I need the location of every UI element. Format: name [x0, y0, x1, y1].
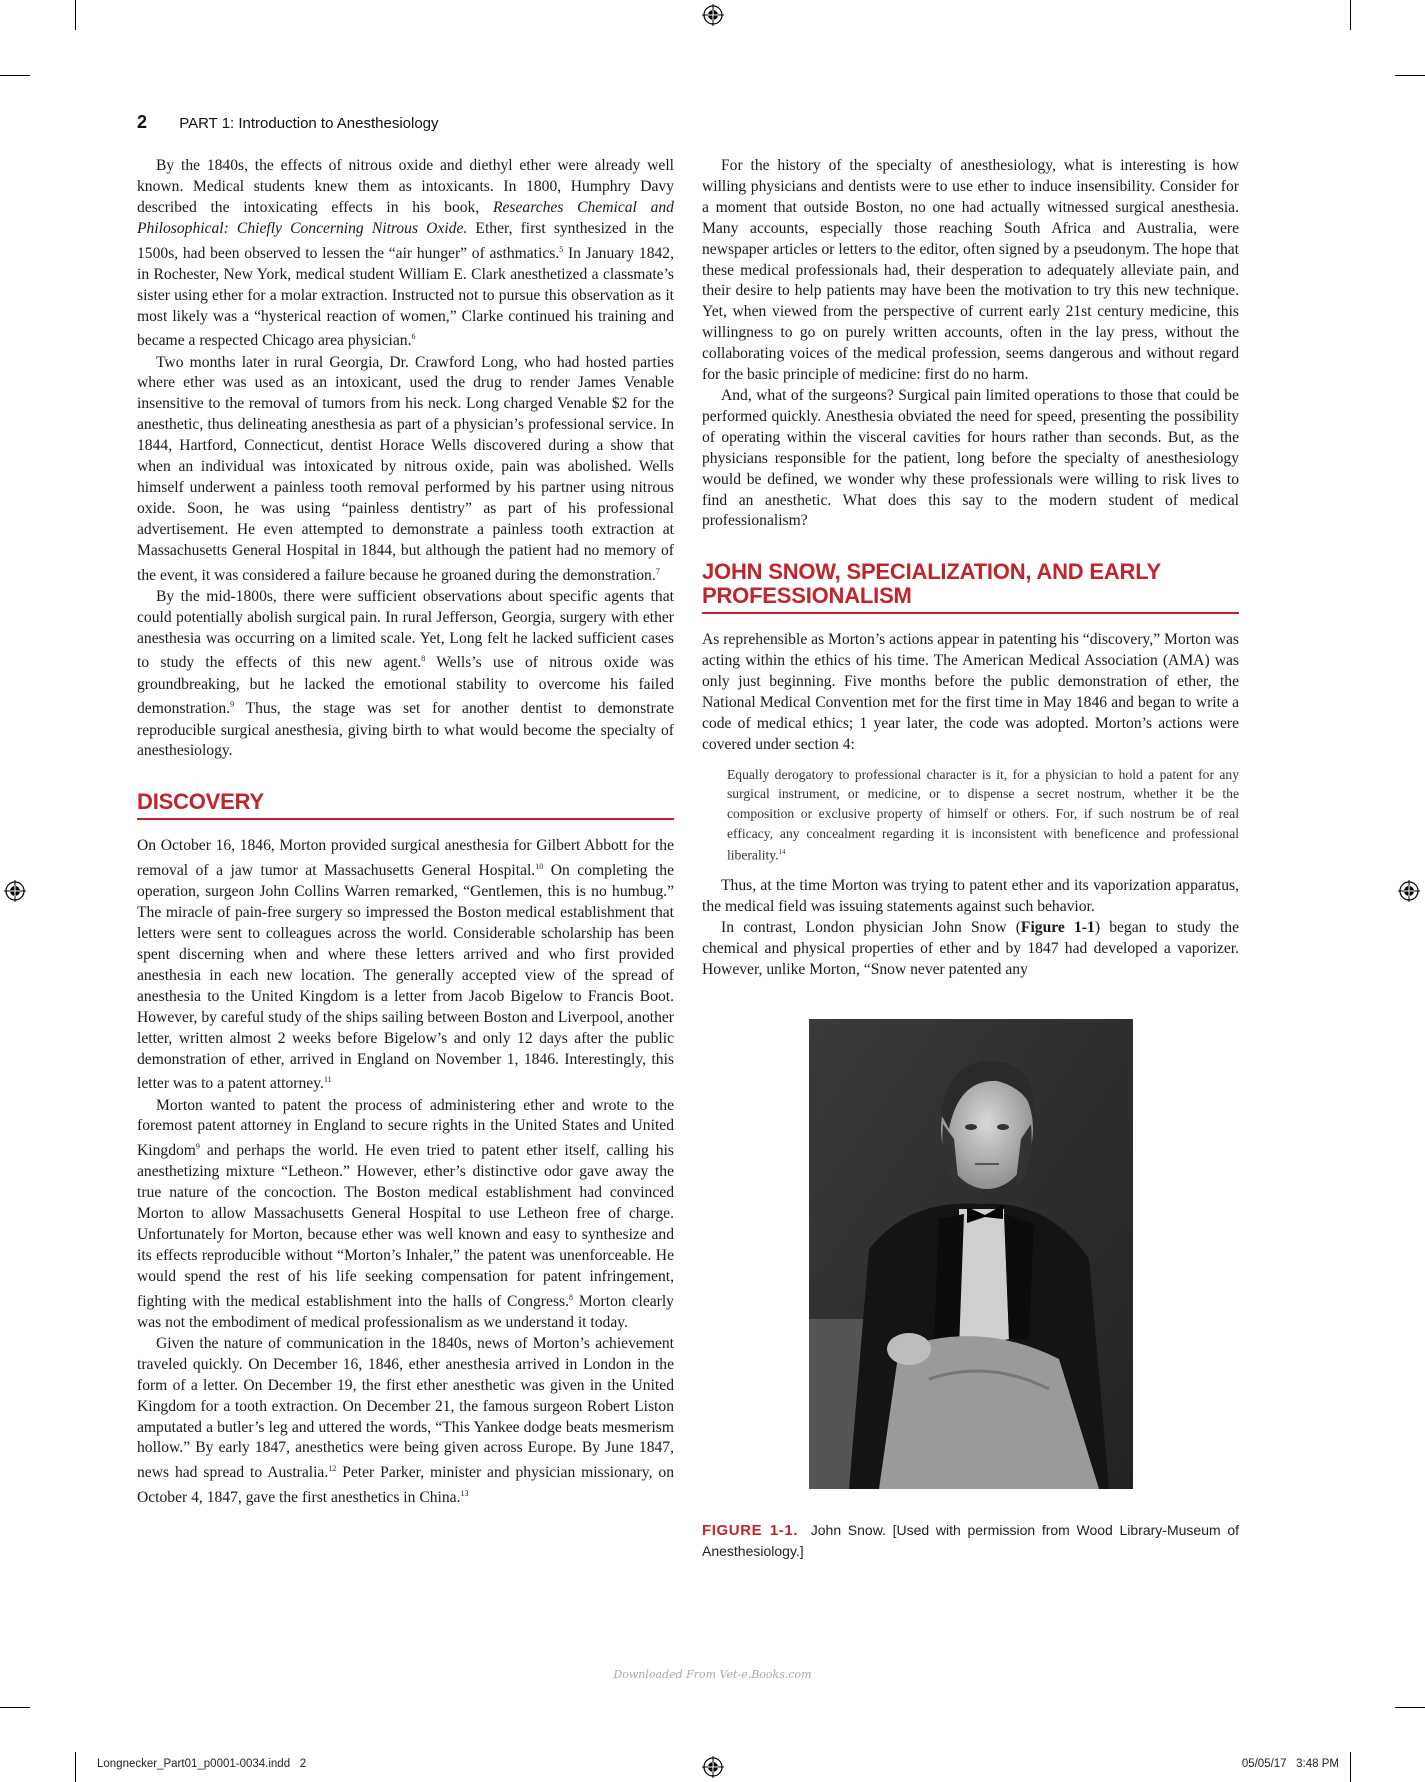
registration-mark-icon [702, 1756, 724, 1778]
right-column [702, 156, 1239, 1562]
paragraph-text: Morton wanted to patent the process of administering ether and wrote to the foremost patent attorney in England to secure rights in the United States and United Kingdom [137, 1096, 674, 1160]
paragraph-text: Wells’s use of nitrous oxide was groundbreaking, but he lacked the emotional stability to overcome his failed demonstration. [137, 654, 674, 718]
paragraph-text: and perhaps the world. He even tried to patent ether itself, calling his anesthetizing mixture “Letheon.” However, ether’s distinctive odor gave away the true nature of the concoction. The Boston medical establishment had convinced Morton to allow Massachusetts General Hospital to use Letheon free of charge. Unfortunately for Morton, because ether was well known and easy to synthesize and its effects reproducible without “Morton’s Inhaler,” the patent was unenforceable. He would spend the rest of his life seeking compensation for patent infringement, fighting with the medical establishment into the halls of Congress. [137, 1142, 675, 1311]
page-number: 2 [137, 112, 148, 132]
paragraph-text: Given the nature of communication in the 1840s, news of Morton’s achievement traveled quickly. On December 16, 1846, ether anesthesia arrived in London in the form of a letter. On December 19, the first ether anesthetic was given in the United Kingdom for a tooth extraction. On December 21, the famous surgeon Robert Liston amputated a butler’s leg and uttered the words, “This Yankee dodge beats mesmerism hollow.” By early 1847, anesthetics were being given across Europe. By June 1847, news had spread to Australia. [137, 1334, 674, 1482]
reference-number: 6 [411, 332, 416, 342]
paragraph-text: On completing the operation, surgeon John Collins Warren remarked, “Gentlemen, this is no humbug.” The miracle of pain-free surgery so impressed the Boston medical establishment that letters were sent to colleagues across the world. Considerable scholarship has been spent discerning when and where these letters arrived and who first provided anesthesia in each new location. The generally accepted view of the spread of anesthesia to the United Kingdom is a letter from Jacob Bigelow to Francis Boot. However, by careful study of the ships sailing between Boston and Liverpool, another letter, written almost 2 weeks before Bigelow’s and only 12 days after the public demonstration of ether, arrived in England on November 1, 1846. Interestingly, this letter was to a patent attorney. [137, 862, 675, 1093]
reference-number: 13 [460, 1489, 469, 1499]
crop-mark-icon [1350, 1752, 1351, 1782]
reference-number: 10 [535, 862, 544, 872]
slug-file-name: Longnecker_Part01_p0001-0034.indd 2 [97, 1758, 307, 1770]
figure-reference: Figure 1-1 [1020, 919, 1095, 937]
reference-number: 9 [230, 700, 235, 710]
crop-mark-icon [0, 75, 30, 76]
paragraph [137, 1096, 674, 1334]
paragraph-text: By the mid-1800s, there were sufficient observations about specific agents that could potentially abolish surgical pain. In rural Jefferson, Georgia, surgery with ether anesthesia was occurring on a limited scale. Yet, Long felt he lacked sufficient cases to study the effects of this new agent. [137, 587, 674, 672]
john-snow-portrait [809, 1019, 1133, 1489]
block-quote [727, 765, 1239, 866]
paragraph-text: On October 16, 1846, Morton provided surgical anesthesia for Gilbert Abbott for the removal of a jaw tumor at Massachusetts General Hospital. [137, 837, 674, 880]
paragraph: Thus, at the time Morton was trying to patent ether and its vaporization apparatus, the medical field was issuing statements against such behavior. [702, 877, 1239, 916]
figure-caption [702, 1520, 1239, 1562]
paragraph-text: Two months later in rural Georgia, Dr. Crawford Long, who had hosted parties where ether was used as an intoxicant, used the drug to render James Venable insensitive to the removal of tumors from his neck. Long charged Venable $2 for the anesthetic, thus delineating anesthesia as part of a physician’s professional service. In 1844, Hartford, Connecticut, dentist Horace Wells discovered during a show that when an individual was intoxicated by nitrous oxide, pain was abolished. Wells himself underwent a painless tooth removal performed by his partner using nitrous oxide. Soon, he was using “painless dentistry” as part of his professional advertisement. He even attempted to demonstrate a painless tooth extraction at Massachusetts General Hospital in 1844, but although the patient had no memory of the event, it was considered a failure because he groaned during the demonstration. [137, 353, 674, 584]
slug-date: 05/05/17 3:48 PM [1241, 1758, 1339, 1770]
crop-mark-icon [75, 1752, 76, 1782]
running-head-title: PART 1: Introduction to Anesthesiology [179, 115, 439, 132]
reference-number: 9 [195, 1142, 200, 1152]
registration-mark-icon [4, 880, 26, 902]
registration-mark-icon [1398, 880, 1420, 902]
paragraph-text: Morton clearly was not the embodiment of medical professionalism as we understand it today. [137, 1293, 674, 1331]
crop-mark-icon [1395, 75, 1425, 76]
figure-caption-text: John Snow. [Used with permission from Wood Library-Museum of Anesthesiology.] [702, 1521, 1239, 1559]
section-heading-discovery: DISCOVERY [137, 790, 674, 820]
running-head [137, 112, 439, 133]
reference-number: 8 [568, 1292, 573, 1302]
paragraph: For the history of the specialty of anesthesiology, what is interesting is how willing physicians and dentists were to use ether to induce insensibility. Consider for a moment that outside Boston, no one had actually witnessed surgical anesthesia. Many accounts, especially those reaching South Africa and Australia, were newspaper articles or letters to the editor, often signed by a pseudonym. The hope that these medical professionals had, their desperation to adequately alleviate pain, and their desire to help patients may have been the motivation to try this new technique. Yet, when viewed from the perspective of current early 21st century medicine, this willingness to go on purely written accounts, often in the lay press, without the collaborating voices of the medical profession, seems dangerous and without regard for the basic principle of medicine: first do no harm. [702, 157, 1239, 384]
paragraph-text: By the 1840s, the effects of nitrous oxide and diethyl ether were already well known. Medical students knew them as intoxicants. In 1800, Humphry Davy described the intoxicating effects in his book, [137, 157, 674, 216]
paragraph-text: Thus, the stage was set for another dentist to demonstrate reproducible surgical anesthesia, giving birth to what would become the specialty of anesthesiology. [137, 700, 674, 760]
left-column [137, 156, 674, 1510]
crop-mark-icon [1395, 1707, 1425, 1708]
figure-label: FIGURE 1-1. [702, 1521, 799, 1539]
crop-mark-icon [75, 0, 76, 30]
book-title: Researches Chemical and Philosophical: Chiefly Concerning Nitrous Oxide. [137, 198, 674, 237]
paragraph: As reprehensible as Morton’s actions appear in patenting his “discovery,” Morton was acting within the ethics of his time. The American Medical Association (AMA) was only just beginning. Five months before the public demonstration of ether, the National Medical Convention met for the first time in May 1846 and began to write a code of medical ethics; 1 year later, the code was adopted. Morton’s actions were covered under section 4: [702, 631, 1239, 753]
crop-mark-icon [0, 1707, 30, 1708]
reference-number: 8 [421, 654, 426, 664]
registration-mark-icon [702, 4, 724, 26]
paragraph [137, 156, 674, 353]
paragraph [137, 353, 674, 587]
reference-number: 12 [328, 1464, 337, 1474]
paragraph [702, 918, 1239, 981]
paragraph [137, 587, 674, 763]
paragraph-text: ) began to study the chemical and physical properties of ether and by 1847 had developed a vaporizer. However, unlike Morton, “Snow never patented any [702, 919, 1240, 978]
paragraph-text: In January 1842, in Rochester, New York, medical student William E. Clark anesthetized a classmate’s sister using ether for a molar extraction. Instructed not to pursue this observation as it most likely was a “hysterical reaction of women,” Clarke continued his training and became a respected Chicago area physician. [137, 244, 674, 350]
paragraph [137, 1334, 674, 1510]
paragraph: And, what of the surgeons? Surgical pain limited operations to those that could be performed quickly. Anesthesia obviated the need for speed, presenting the possibility of operating within the visceral cavities for hours rather than seconds. But, as the physicians responsible for the patient, long before the specialty of anesthesiology would be defined, we wonder why these professionals were willing to risk lives to find an anesthetic. What does this say to the modern student of medical professionalism? [702, 386, 1239, 530]
reference-number: 11 [323, 1075, 332, 1085]
figure-1-1 [702, 1019, 1239, 1562]
reference-number: 14 [778, 848, 786, 857]
section-heading-john-snow: JOHN SNOW, SPECIALIZATION, AND EARLY PROFESSIONALISM [702, 560, 1239, 614]
watermark: Downloaded From Vet-e.Books.com [613, 1668, 812, 1681]
reference-number: 5 [559, 244, 564, 254]
quote-text: Equally derogatory to professional character is it, for a physician to hold a patent for any surgical instrument, or medicine, or to dispense a secret nostrum, whether it be the composition or exclusive property of himself or others. For, if such nostrum be of real efficacy, any concealment regarding it is inconsistent with beneficence and professional liberality. [727, 766, 1239, 863]
paragraph-text: In contrast, London physician John Snow ( [721, 919, 1021, 937]
paragraph-text: Peter Parker, minister and physician missionary, on October 4, 1847, gave the first anesthetics in China. [137, 1464, 674, 1507]
paragraph-text: Ether, first synthesized in the 1500s, had been observed to lessen the “air hunger” of asthmatics. [137, 219, 674, 262]
reference-number: 7 [655, 566, 660, 576]
crop-mark-icon [1350, 0, 1351, 30]
portrait-image [809, 1019, 1133, 1489]
paragraph [137, 836, 674, 1095]
